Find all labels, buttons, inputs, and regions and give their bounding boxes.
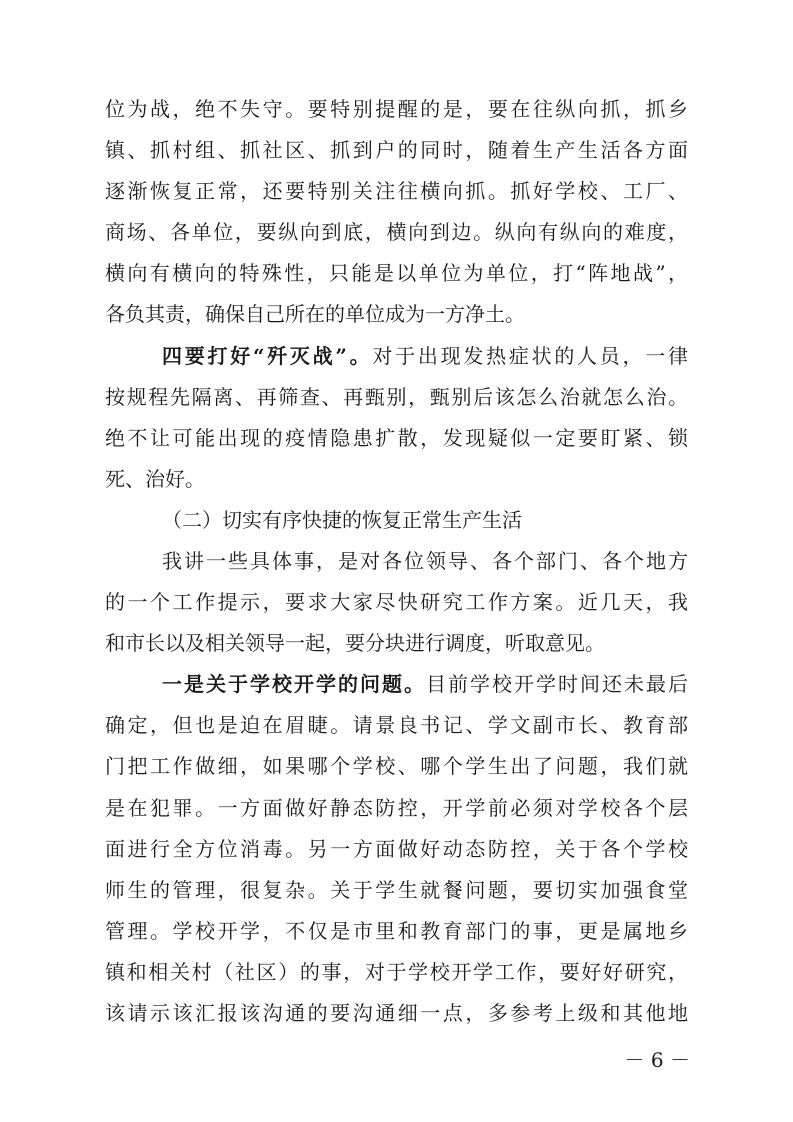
body-text-line: 位为战，绝不失守。要特别提醒的是，要在往纵向抓，抓乡 [105,97,688,121]
paragraph-first-line: 我讲一些具体事，是对各位领导、各个部门、各个地方 [162,549,688,573]
page-number: － 6 － [624,1048,690,1072]
body-text-line: 面进行全方位消毒。另一方面做好动态防控，关于各个学校 [105,837,688,861]
body-text-line: 管理。学校开学，不仅是市里和教育部门的事，更是属地乡 [105,919,688,943]
body-text-line: 该请示该汇报该沟通的要沟通细一点，多参考上级和其他地 [105,1001,688,1025]
paragraph-text: 目前学校开学时间还未最后 [426,672,688,696]
body-text-line: 各负其责，确保自己所在的单位成为一方净土。 [105,302,525,326]
body-text-line: 镇和相关村（社区）的事，对于学校开学工作，要好好研究， [105,960,688,984]
body-text-line: 死、治好。 [105,467,205,491]
body-text-line: 镇、抓村组、抓社区、抓到户的同时，随着生产生活各方面 [105,138,688,162]
section-heading: （二）切实有序快捷的恢复正常生产生活 [162,508,522,532]
paragraph-lead-bold: 四要打好“歼灭战”。 [162,344,373,368]
body-text-line: 横向有横向的特殊性，只能是以单位为单位，打“阵地战”， [105,261,688,285]
paragraph-first-line [162,671,688,697]
body-text-line: 确定，但也是迫在眉睫。请景良书记、学文副市长、教育部 [105,713,688,737]
body-text-line: 绝不让可能出现的疫情隐患扩散，发现疑似一定要盯紧、锁 [105,426,688,450]
paragraph-lead-bold: 一是关于学校开学的问题。 [162,672,426,696]
body-text-line: 商场、各单位，要纵向到底，横向到边。纵向有纵向的难度， [105,220,688,244]
body-text-line: 按规程先隔离、再筛查、再甄别，甄别后该怎么治就怎么治。 [105,385,688,409]
body-text-line: 师生的管理，很复杂。关于学生就餐问题，要切实加强食堂 [105,878,688,902]
body-text-line: 是在犯罪。一方面做好静态防控，开学前必须对学校各个层 [105,796,688,820]
paragraph-text: 对于出现发热症状的人员，一律 [372,344,688,368]
body-text-line: 逐渐恢复正常，还要特别关注往横向抓。抓好学校、工厂、 [105,179,688,203]
body-text-line: 和市长以及相关领导一起，要分块进行调度，听取意见。 [105,631,605,655]
body-text-line: 的一个工作提示，要求大家尽快研究工作方案。近几天，我 [105,590,688,614]
body-text-line: 门把工作做细，如果哪个学校、哪个学生出了问题，我们就 [105,754,688,778]
paragraph-first-line [162,343,688,369]
